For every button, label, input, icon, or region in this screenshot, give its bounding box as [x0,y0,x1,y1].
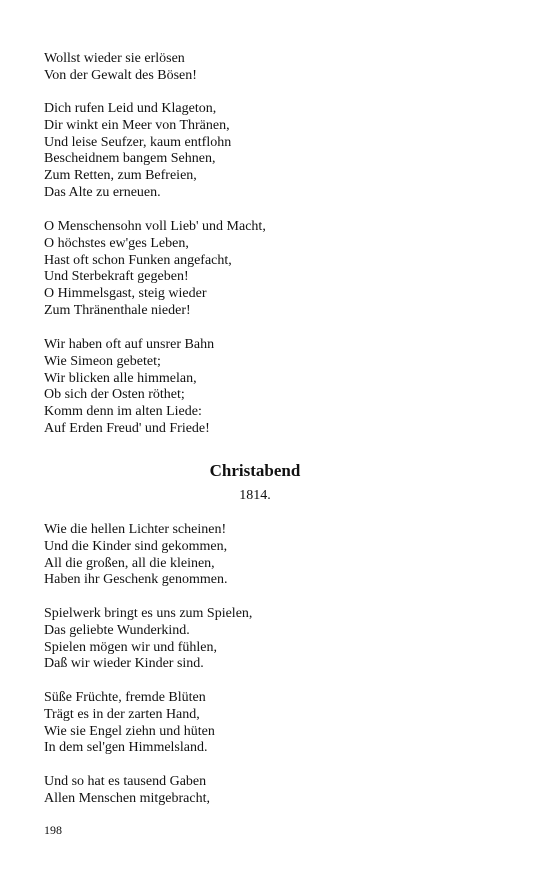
stanza-1 [44,51,197,85]
verse-line: Wir blicken alle himmelan, [44,370,197,386]
verse-line: O Himmelsgast, steig wieder [44,286,207,302]
verse-line: Haben ihr Geschenk genommen. [44,572,228,588]
verse-line: Komm denn im alten Liede: [44,404,202,420]
verse-line: Und die Kinder sind gekommen, [44,538,228,554]
verse-line: O höchstes ew'ges Leben, [44,235,189,251]
verse-line: Wie die hellen Lichter scheinen! [44,522,227,537]
verse-line: Dich rufen Leid und Klageton, [44,101,217,116]
verse-line: Und leise Seufzer, kaum entflohn [44,134,232,150]
verse-line: Dir winkt ein Meer von Thränen, [44,117,230,133]
verse-line: Bescheidnem bangem Sehnen, [44,151,216,167]
verse-line: Zum Retten, zum Befreien, [44,168,197,184]
verse-line: Hast oft schon Funken angefacht, [44,252,232,268]
verse-line: Wir haben oft auf unsrer Bahn [44,337,215,352]
stanza-5 [44,522,228,589]
stanza-4 [44,337,214,438]
stanza-3 [44,219,266,320]
verse-line: O Menschensohn voll Lieb' und Macht, [44,219,266,234]
stanza-8 [44,774,210,808]
verse-line: Süße Früchte, fremde Blüten [44,690,206,705]
verse-line: In dem sel'gen Himmelsland. [44,740,208,756]
page-number: 198 [44,823,62,837]
verse-line: All die großen, all die kleinen, [44,555,215,571]
verse-line: Und so hat es tausend Gaben [44,774,207,789]
verse-line: Wie sie Engel ziehn und hüten [44,723,215,739]
verse-line: Ob sich der Osten röthet; [44,387,185,403]
verse-line: Auf Erden Freud' und Friede! [44,420,210,436]
verse-line: Allen Menschen mitgebracht, [44,790,211,806]
verse-line: Spielwerk bringt es uns zum Spielen, [44,606,253,621]
verse-line: Das geliebte Wunderkind. [44,622,190,638]
verse-line: Wie Simeon gebetet; [44,353,161,369]
verse-line: Und Sterbekraft gegeben! [44,269,189,285]
stanza-2 [44,101,231,202]
verse-line: Das Alte zu erneuen. [44,184,161,200]
verse-line: Von der Gewalt des Bösen! [44,67,197,83]
verse-line: Trägt es in der zarten Hand, [44,706,200,722]
poem-year: 1814. [239,488,271,503]
verse-line: Wollst wieder sie erlösen [44,51,185,66]
stanza-7 [44,690,215,757]
stanza-6 [44,606,252,673]
verse-line: Spielen mögen wir und fühlen, [44,639,218,655]
verse-line: Zum Thränenthale nieder! [44,302,191,318]
poem-title: Christabend [209,461,301,480]
verse-line: Daß wir wieder Kinder sind. [44,656,204,672]
